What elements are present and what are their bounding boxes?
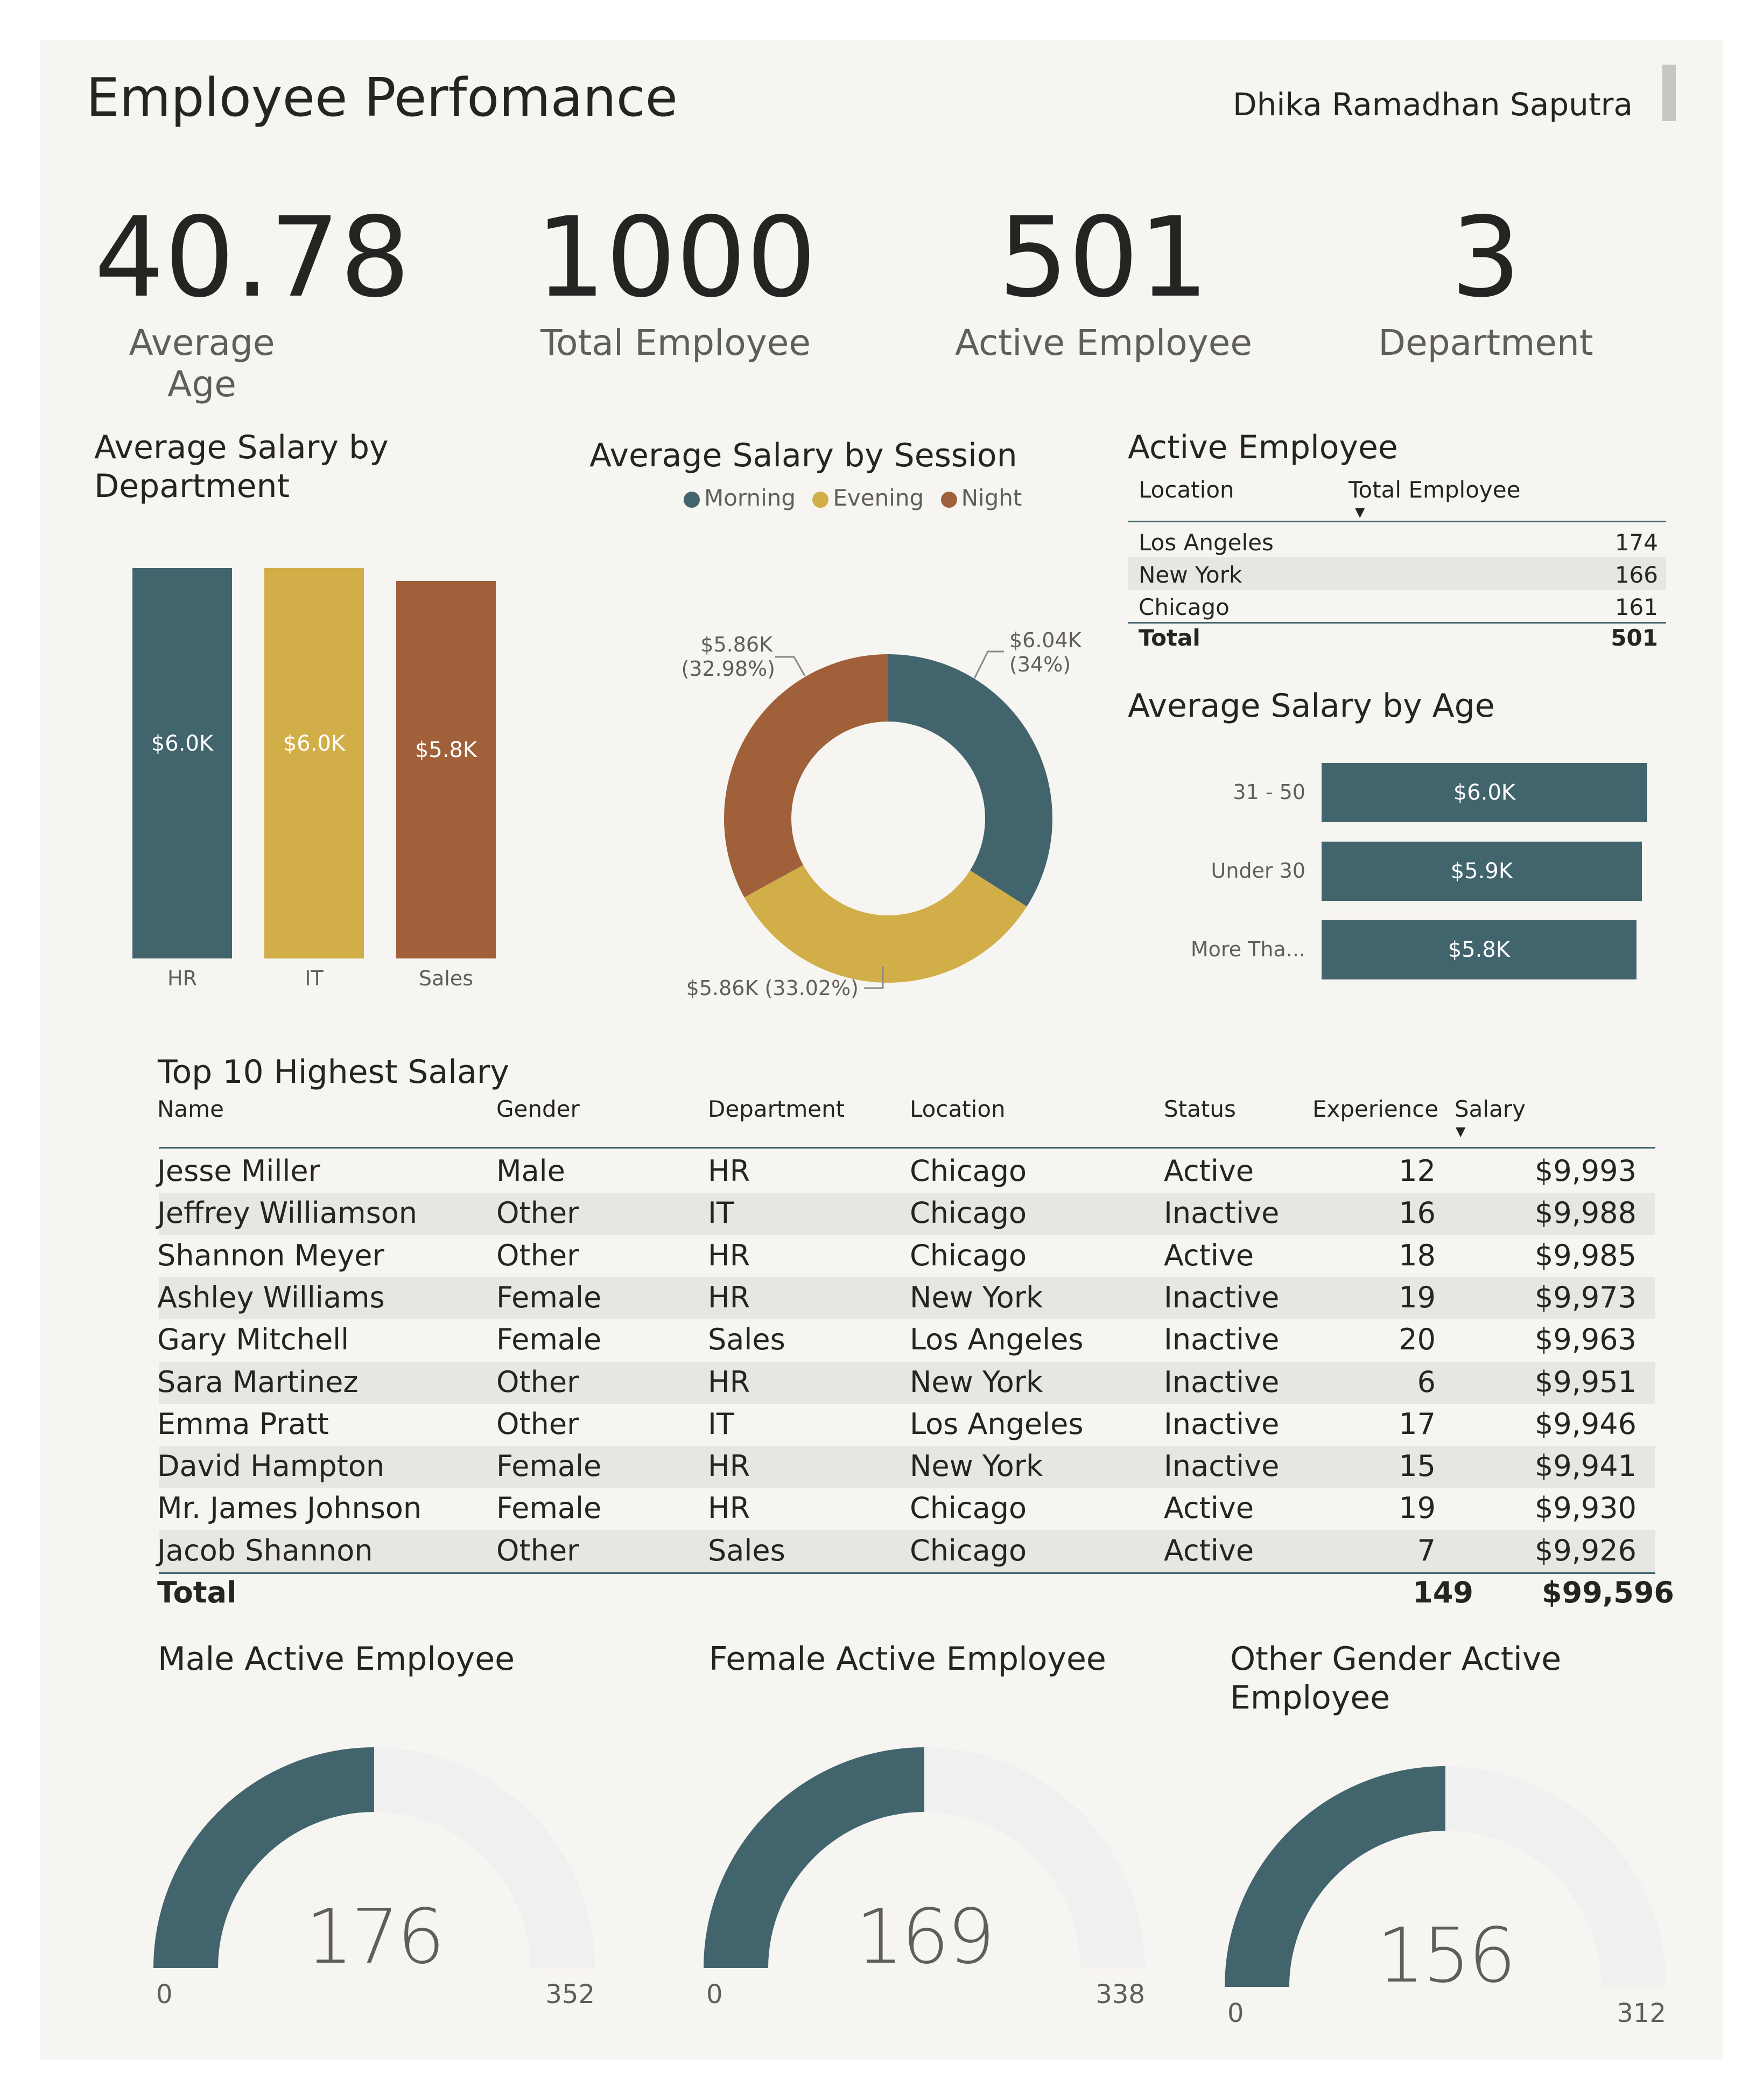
cell-department: HR — [708, 1238, 750, 1272]
table-row[interactable] — [159, 1530, 1655, 1572]
donut-slice-morning[interactable] — [888, 654, 1052, 906]
donut-slice-night[interactable] — [724, 654, 888, 898]
gauge-value: 169 — [855, 1893, 993, 1981]
total-label: Total — [157, 1576, 237, 1609]
cell-gender: Other — [496, 1533, 579, 1567]
cell-location: Chicago — [910, 1491, 1027, 1525]
cell-experience: 19 — [1399, 1280, 1436, 1314]
cell-location: Los Angeles — [910, 1406, 1084, 1441]
gauge-min: 0 — [156, 1979, 173, 2010]
cell-status: Inactive — [1164, 1449, 1280, 1483]
table-row[interactable] — [159, 1235, 1655, 1277]
column-header-location[interactable]: Location — [1139, 477, 1234, 503]
legend-item-evening[interactable] — [812, 485, 924, 511]
cell-status: Active — [1164, 1154, 1254, 1188]
gauge-max: 312 — [1617, 1998, 1666, 2028]
cell-name: Jeffrey Williamson — [157, 1196, 418, 1230]
y-tick-label: More Tha... — [1190, 937, 1305, 961]
session-donut-chart — [589, 600, 1128, 1031]
cell-status: Inactive — [1164, 1364, 1280, 1399]
male-gauge — [153, 1699, 611, 2022]
cell-status: Inactive — [1164, 1322, 1280, 1357]
leader-line — [775, 657, 805, 676]
cell-salary: $9,926 — [1535, 1533, 1636, 1567]
legend-label: Evening — [833, 485, 924, 511]
department-bar-chart — [94, 528, 525, 1045]
donut-legend — [684, 485, 1022, 511]
table-row[interactable] — [159, 1193, 1655, 1235]
cell-gender: Other — [496, 1196, 579, 1230]
table-row[interactable] — [159, 1277, 1655, 1319]
chart-title: Average Salary by Age — [1128, 687, 1495, 725]
table-row[interactable] — [1128, 590, 1666, 622]
cell-name: Emma Pratt — [157, 1406, 329, 1441]
cell-gender: Female — [496, 1280, 602, 1314]
other-gauge — [1225, 1718, 1682, 2041]
header-divider — [1128, 521, 1666, 522]
cell-name: David Hampton — [157, 1449, 385, 1483]
cell-location: Chicago — [910, 1154, 1027, 1188]
gauge-max: 352 — [545, 1979, 595, 2010]
kpi-department — [1351, 194, 1620, 363]
table-row[interactable] — [159, 1362, 1655, 1404]
slice-label: $6.04K — [1009, 628, 1081, 652]
cell-location: Chicago — [910, 1196, 1027, 1230]
cell-location: New York — [910, 1280, 1043, 1314]
cell-status: Active — [1164, 1238, 1254, 1272]
cell-gender: Female — [496, 1449, 602, 1483]
leader-line — [974, 652, 1004, 678]
cell-status: Inactive — [1164, 1280, 1280, 1314]
author-name: Dhika Ramadhan Saputra — [1233, 86, 1633, 123]
cell-gender: Female — [496, 1491, 602, 1525]
cell-salary: $9,985 — [1535, 1238, 1636, 1272]
cell-location: Los Angeles — [1139, 529, 1274, 556]
cell-department: HR — [708, 1364, 750, 1399]
total-experience: 149 — [1413, 1576, 1473, 1609]
bar-data-label: $5.8K — [415, 737, 477, 762]
table-title: Active Employee — [1128, 429, 1398, 466]
kpi-value: 1000 — [536, 194, 817, 322]
age-bar-chart — [1128, 762, 1666, 1042]
cell-gender: Other — [496, 1238, 579, 1272]
cell-experience: 20 — [1399, 1322, 1436, 1357]
cell-experience: 16 — [1399, 1196, 1436, 1230]
column-header-status[interactable]: Status — [1164, 1096, 1236, 1122]
bar-data-label: $6.0K — [1453, 780, 1516, 805]
table-row[interactable] — [159, 1151, 1655, 1193]
cell-experience: 18 — [1399, 1238, 1436, 1272]
slice-label: (34%) — [1009, 653, 1071, 676]
cell-salary: $9,963 — [1535, 1322, 1636, 1357]
cell-salary: $9,941 — [1535, 1449, 1636, 1483]
cell-name: Gary Mitchell — [157, 1322, 349, 1357]
cell-experience: 6 — [1417, 1364, 1436, 1399]
cell-experience: 12 — [1399, 1154, 1436, 1188]
kpi-active-employee — [942, 194, 1265, 363]
cell-gender: Male — [496, 1154, 565, 1188]
column-header-salary[interactable]: Salary — [1455, 1096, 1526, 1122]
gauge-min: 0 — [706, 1979, 723, 2010]
cell-experience: 17 — [1399, 1406, 1436, 1441]
cell-salary: $9,930 — [1535, 1491, 1636, 1525]
cell-salary: $9,973 — [1535, 1280, 1636, 1314]
table-row[interactable] — [159, 1488, 1655, 1530]
column-header-gender[interactable]: Gender — [496, 1096, 580, 1122]
cell-department: Sales — [708, 1322, 785, 1357]
cell-experience: 15 — [1399, 1449, 1436, 1483]
total-divider — [1128, 622, 1666, 624]
table-title: Top 10 Highest Salary — [158, 1053, 509, 1091]
top-salary-table — [157, 1096, 1693, 1609]
cell-department: Sales — [708, 1533, 785, 1567]
total-divider — [159, 1572, 1655, 1574]
gauge-title: Female Active Employee — [709, 1640, 1106, 1678]
bar-data-label: $6.0K — [151, 731, 214, 756]
cell-salary: $9,988 — [1535, 1196, 1636, 1230]
cell-department: HR — [708, 1491, 750, 1525]
cell-salary: $9,946 — [1535, 1406, 1636, 1441]
cell-department: HR — [708, 1280, 750, 1314]
bar-data-label: $5.9K — [1450, 859, 1513, 884]
cell-name: Ashley Williams — [157, 1280, 385, 1314]
cell-status: Inactive — [1164, 1196, 1280, 1230]
kpi-value: 501 — [998, 194, 1209, 322]
page-title: Employee Perfomance — [86, 67, 678, 129]
table-row[interactable] — [159, 1319, 1655, 1361]
x-tick-label: HR — [167, 967, 197, 990]
bar-sales[interactable] — [396, 581, 496, 958]
table-row[interactable] — [159, 1404, 1655, 1446]
cell-gender: Other — [496, 1364, 579, 1399]
cell-name: Sara Martinez — [157, 1364, 359, 1399]
cell-status: Inactive — [1164, 1406, 1280, 1441]
kpi-label: Total Employee — [540, 322, 811, 363]
cell-gender: Other — [496, 1406, 579, 1441]
active-employee-table — [1128, 471, 1666, 697]
evening-dot-icon — [812, 492, 828, 508]
chart-title: Average Salary by Department — [94, 429, 389, 505]
total-salary: $99,596 — [1542, 1576, 1674, 1609]
cell-department: HR — [708, 1449, 750, 1483]
column-header-exp[interactable]: Experience — [1312, 1096, 1439, 1122]
kpi-label: Active Employee — [954, 322, 1252, 363]
total-label: Total — [1139, 625, 1200, 651]
cell-location: Chicago — [910, 1533, 1027, 1567]
legend-item-night[interactable] — [941, 485, 1022, 511]
x-tick-label: Sales — [418, 967, 474, 990]
sort-desc-icon[interactable]: ▼ — [1456, 1124, 1466, 1139]
cell-experience: 7 — [1417, 1533, 1436, 1567]
kpi-total-employee — [536, 194, 816, 363]
cell-department: IT — [708, 1196, 734, 1230]
gauge-value: 156 — [1376, 1912, 1514, 2000]
cell-department: HR — [708, 1154, 750, 1188]
cell-total: 174 — [1614, 529, 1658, 556]
bar-data-label: $6.0K — [283, 731, 346, 756]
gauge-title: Other Gender Active Employee — [1230, 1640, 1562, 1717]
gauge-min: 0 — [1227, 1998, 1244, 2028]
cell-location: Chicago — [1139, 594, 1230, 620]
cell-location: New York — [1139, 562, 1242, 588]
legend-label: Morning — [704, 485, 796, 511]
cell-status: Active — [1164, 1533, 1254, 1567]
cell-total: 161 — [1614, 594, 1658, 620]
sort-desc-icon[interactable]: ▼ — [1355, 505, 1365, 520]
kpi-value: 40.78 — [94, 194, 410, 322]
gauge-max: 338 — [1095, 1979, 1145, 2010]
kpi-value: 3 — [1450, 194, 1521, 322]
x-tick-label: IT — [305, 967, 324, 990]
total-value: 501 — [1611, 625, 1658, 651]
slice-label: (32.98%) — [681, 657, 775, 681]
cell-name: Jacob Shannon — [157, 1533, 373, 1567]
cell-experience: 19 — [1399, 1491, 1436, 1525]
legend-item-morning[interactable] — [684, 485, 796, 511]
slice-label: $5.86K — [700, 633, 772, 656]
column-header-dept[interactable]: Department — [708, 1096, 845, 1122]
morning-dot-icon — [684, 492, 700, 508]
cell-location: New York — [910, 1364, 1043, 1399]
chart-title: Average Salary by Session — [589, 437, 1017, 474]
table-row[interactable] — [1128, 525, 1666, 557]
header-divider — [159, 1147, 1655, 1149]
bar-it[interactable] — [264, 568, 364, 958]
night-dot-icon — [941, 492, 957, 508]
cell-name: Mr. James Johnson — [157, 1491, 422, 1525]
legend-label: Night — [961, 485, 1022, 511]
bar-data-label: $5.8K — [1448, 937, 1511, 962]
cell-gender: Female — [496, 1322, 602, 1357]
column-header-loc[interactable]: Location — [910, 1096, 1006, 1122]
slice-label: $5.86K (33.02%) — [686, 976, 859, 1000]
table-row[interactable] — [159, 1446, 1655, 1488]
y-tick-label: 31 - 50 — [1233, 780, 1305, 804]
scrollbar[interactable] — [1662, 65, 1676, 121]
female-gauge — [704, 1699, 1161, 2022]
cell-location: Chicago — [910, 1238, 1027, 1272]
column-header-total[interactable]: Total Employee — [1348, 477, 1521, 503]
cell-name: Jesse Miller — [157, 1154, 320, 1188]
gauge-value: 176 — [305, 1893, 443, 1981]
dashboard-canvas — [40, 40, 1723, 2060]
gauge-title: Male Active Employee — [158, 1640, 515, 1678]
column-header-name[interactable]: Name — [157, 1096, 224, 1122]
kpi-average-age — [94, 194, 410, 405]
cell-location: Los Angeles — [910, 1322, 1084, 1357]
bar-hr[interactable] — [132, 568, 232, 958]
kpi-label: Average Age — [129, 322, 275, 405]
donut-slice-evening[interactable] — [744, 865, 1027, 983]
cell-salary: $9,951 — [1535, 1364, 1636, 1399]
cell-salary: $9,993 — [1535, 1154, 1636, 1188]
table-row[interactable] — [1128, 557, 1666, 590]
kpi-label: Department — [1378, 322, 1593, 363]
cell-status: Active — [1164, 1491, 1254, 1525]
y-tick-label: Under 30 — [1211, 859, 1305, 883]
cell-name: Shannon Meyer — [157, 1238, 384, 1272]
cell-department: IT — [708, 1406, 734, 1441]
cell-location: New York — [910, 1449, 1043, 1483]
cell-total: 166 — [1614, 562, 1658, 588]
